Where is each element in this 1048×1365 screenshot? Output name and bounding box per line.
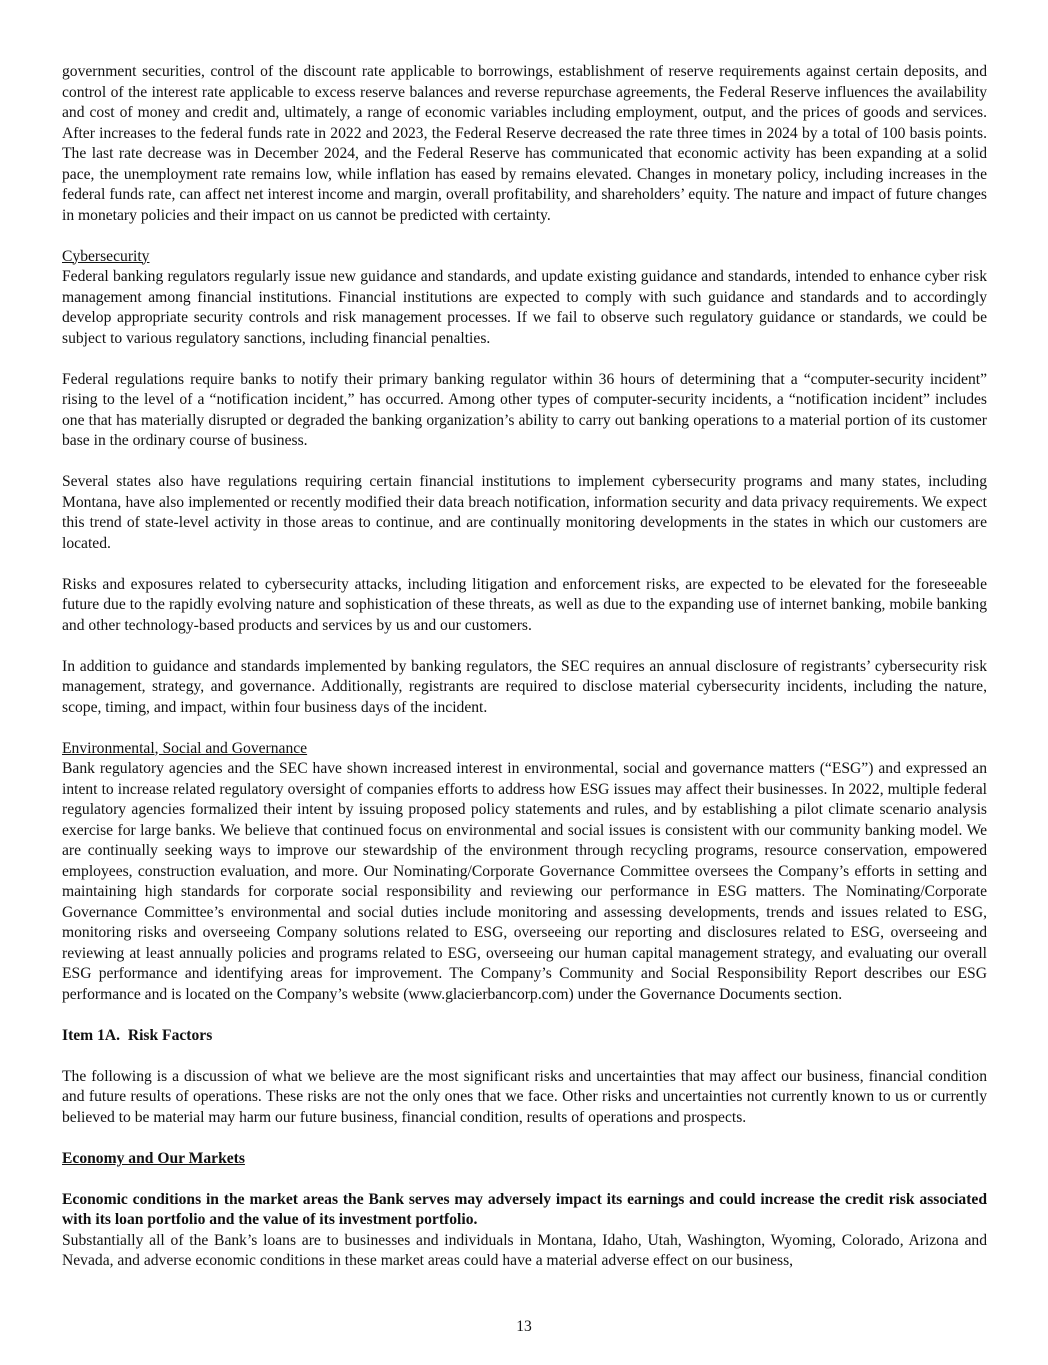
cybersecurity-paragraph-4: Risks and exposures related to cybersecurity attacks, including litigation and enforcement risks, are expected to be elevated for the foreseeable future due to the rapidly evolving nature and sophistication of these threats, as well as due to the expanding use of internet banking, mobile banking and other technology-based products and services by us and our customers. xyxy=(62,575,987,634)
economy-heading: Economy and Our Markets xyxy=(62,1149,245,1167)
esg-paragraph: Bank regulatory agencies and the SEC have shown increased interest in environmental, social and governance matters (“ESG”) and expressed an intent to increase related regulatory oversight of companies efforts to address how ESG issues may affect their businesses. In 2022, multiple federal regulatory agencies formalized their intent by issuing proposed policy statements and rules, and by establishing a pilot climate scenario analysis exercise for large banks. We believe that continued focus on environmental and social issues is consistent with our community banking model. We are continually seeking ways to improve our stewardship of the environment through recycling programs, resource conservation, empowered employees, construction evaluation, and more. Our Nominating/Corporate Governance Committee oversees the Company’s efforts in setting and maintaining high standards for corporate social responsibility and reviewing our performance in ESG matters. The Nominating/Corporate Governance Committee’s environmental and social duties include monitoring and assessing developments, trends and issues related to ESG, monitoring risks and overseeing Company solutions related to ESG, overseeing our reporting and disclosures related to ESG, overseeing and reviewing at least annually policies and programs related to ESG, overseeing our human capital management strategy, and evaluating our overall ESG performance and identifying areas for improvement. The Company’s Community and Social Responsibility Report describes our ESG performance and is located on the Company’s website (www.glacierbancorp.com) under the Governance Documents section. xyxy=(62,760,987,1003)
cybersecurity-paragraph-2: Federal regulations require banks to notify their primary banking regulator within 36 hours of determining that a “computer-security incident” rising to the level of a “notification incident,” has occurred. Among other types of computer-security incidents, a “notification incident” includes one that has materially disrupted or degraded the banking organization’s ability to carry out banking operations to a material portion of its customer base in the ordinary course of business. xyxy=(62,370,987,449)
document-page xyxy=(62,62,987,1272)
risk-factors-intro: The following is a discussion of what we believe are the most significant risks and uncertainties that may affect our business, financial condition and future results of operations. These risks are not the only ones that we face. Other risks and uncertainties not currently known to us or currently believed to be material may harm our future business, financial condition, results of operations and prospects. xyxy=(62,1067,987,1126)
cybersecurity-paragraph-5: In addition to guidance and standards implemented by banking regulators, the SEC requires an annual disclosure of registrants’ cybersecurity risk management, strategy, and governance. Additionally, registrants are required to disclose material cybersecurity incidents, including the nature, scope, timing, and impact, within four business days of the incident. xyxy=(62,657,987,716)
esg-section xyxy=(62,739,987,760)
esg-heading: Environmental, Social and Governance xyxy=(62,739,308,757)
cybersecurity-paragraph-3: Several states also have regulations requiring certain financial institutions to implement cybersecurity programs and many states, including Montana, have also implemented or recently modified their data breach notification, information security and data privacy requirements. We expect this trend of state-level activity in those areas to continue, and are continually monitoring developments in the states in which our customers are located. xyxy=(62,473,987,552)
risk-title: Economic conditions in the market areas the Bank serves may adversely impact its earnings and could increase the credit risk associated with its loan portfolio and the value of its investment portfolio. xyxy=(62,1190,987,1228)
cybersecurity-heading: Cybersecurity xyxy=(62,247,150,265)
page-number: 13 xyxy=(516,1318,532,1335)
cybersecurity-section xyxy=(62,247,987,268)
economy-section xyxy=(62,1149,987,1170)
item-1a-heading: Item 1A. Risk Factors xyxy=(62,1026,213,1044)
monetary-policy-paragraph: government securities, control of the discount rate applicable to borrowings, establishment of reserve requirements against certain deposits, and control of the interest rate applicable to excess reserve balances and reverse repurchase agreements, the Federal Reserve influences the availability and cost of money and credit and, ultimately, a range of economic variables including employment, output, and the prices of goods and services. After increases to the federal funds rate in 2022 and 2023, the Federal Reserve decreased the rate three times in 2024 by a total of 100 basis points. The last rate decrease was in December 2024, and the Federal Reserve has communicated that economic activity has been expanding at a solid pace, the unemployment rate remains low, while inflation has eased by remains elevated. Changes in monetary policy, including increases in the federal funds rate, can affect net interest income and margin, overall profitability, and shareholders’ equity. The nature and impact of future changes in monetary policies and their impact on us cannot be predicted with certainty. xyxy=(62,63,987,224)
cybersecurity-paragraph-1: Federal banking regulators regularly issue new guidance and standards, and update existing guidance and standards, intended to enhance cyber risk management among financial institutions. Financial institutions are expected to comply with such guidance and standards and to accordingly develop appropriate security controls and risk management processes. If we fail to observe such regulatory guidance or standards, we could be subject to various regulatory sanctions, including financial penalties. xyxy=(62,268,987,347)
risk-body: Substantially all of the Bank’s loans are to businesses and individuals in Montana, Idaho, Utah, Washington, Wyoming, Colorado, Arizona and Nevada, and adverse economic conditions in these market areas could have a material adverse effect on our business, xyxy=(62,1231,987,1269)
